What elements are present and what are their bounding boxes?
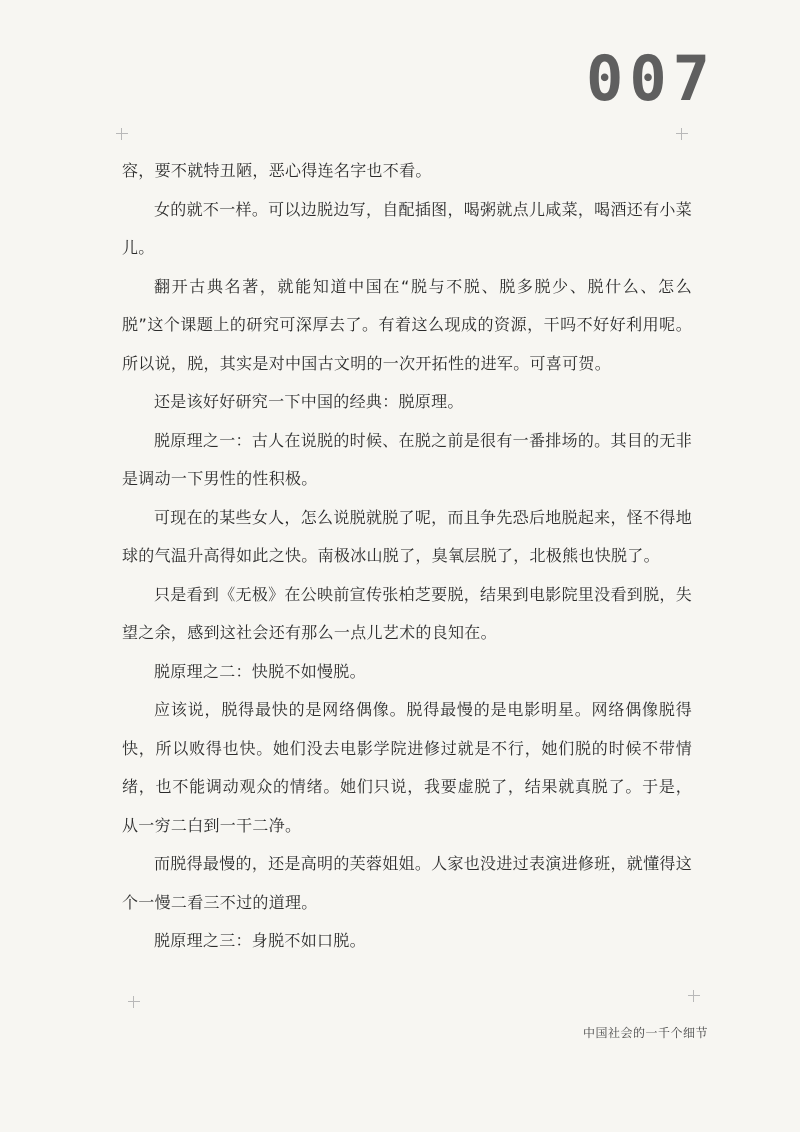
paragraph: 还是该好好研究一下中国的经典：脱原理。 (154, 392, 464, 411)
paragraph: 脱原理之三：身脱不如口脱。 (154, 931, 366, 950)
paragraph: 可现在的某些女人，怎么说脱就脱了呢，而且争先恐后地脱起来，怪不得地球的气温升高得如此之快。南极冰山脱了，臭氧层脱了，北极熊也快脱了。 (122, 507, 692, 565)
paragraph: 容，要不就特丑陋，恶心得连名字也不看。 (122, 161, 432, 180)
paragraph: 女的就不一样。可以边脱边写，自配插图，喝粥就点儿咸菜，喝酒还有小菜儿。 (122, 199, 692, 257)
page-number: 007 (586, 42, 716, 115)
paragraph: 只是看到《无极》在公映前宣传张柏芝要脱，结果到电影院里没看到脱，失望之余，感到这社会还有那么一点儿艺术的良知在。 (122, 584, 692, 642)
crop-mark-bottom-right (688, 990, 700, 1002)
paragraph: 脱原理之二：快脱不如慢脱。 (154, 661, 366, 681)
paragraph: 翻开古典名著，就能知道中国在“脱与不脱、脱多脱少、脱什么、怎么脱”这个课题上的研究可深厚去了。有着这么现成的资源，干吗不好好利用呢。所以说，脱，其实是对中国古文明的一次开拓性的进军。可喜可贺。 (122, 276, 692, 373)
paragraph: 脱原理之一：古人在说脱的时候、在脱之前是很有一番排场的。其目的无非是调动一下男性的性积极。 (122, 430, 692, 488)
body-text (122, 152, 692, 961)
crop-mark-top-right (676, 128, 688, 140)
paragraph: 而脱得最慢的，还是高明的芙蓉姐姐。人家也没进过表演进修班，就懂得这个一慢二看三不过的道理。 (122, 854, 692, 912)
paragraph: 应该说，脱得最快的是网络偶像。脱得最慢的是电影明星。网络偶像脱得快，所以败得也快。她们没去电影学院进修过就是不行，她们脱的时候不带情绪，也不能调动观众的情绪。她们只说，我要虚脱了，结果就真脱了。于是，从一穷二白到一干二净。 (122, 700, 692, 835)
running-footer: 中国社会的一千个细节 (582, 1026, 708, 1040)
crop-mark-bottom-left (128, 996, 140, 1008)
crop-mark-top-left (116, 128, 128, 140)
